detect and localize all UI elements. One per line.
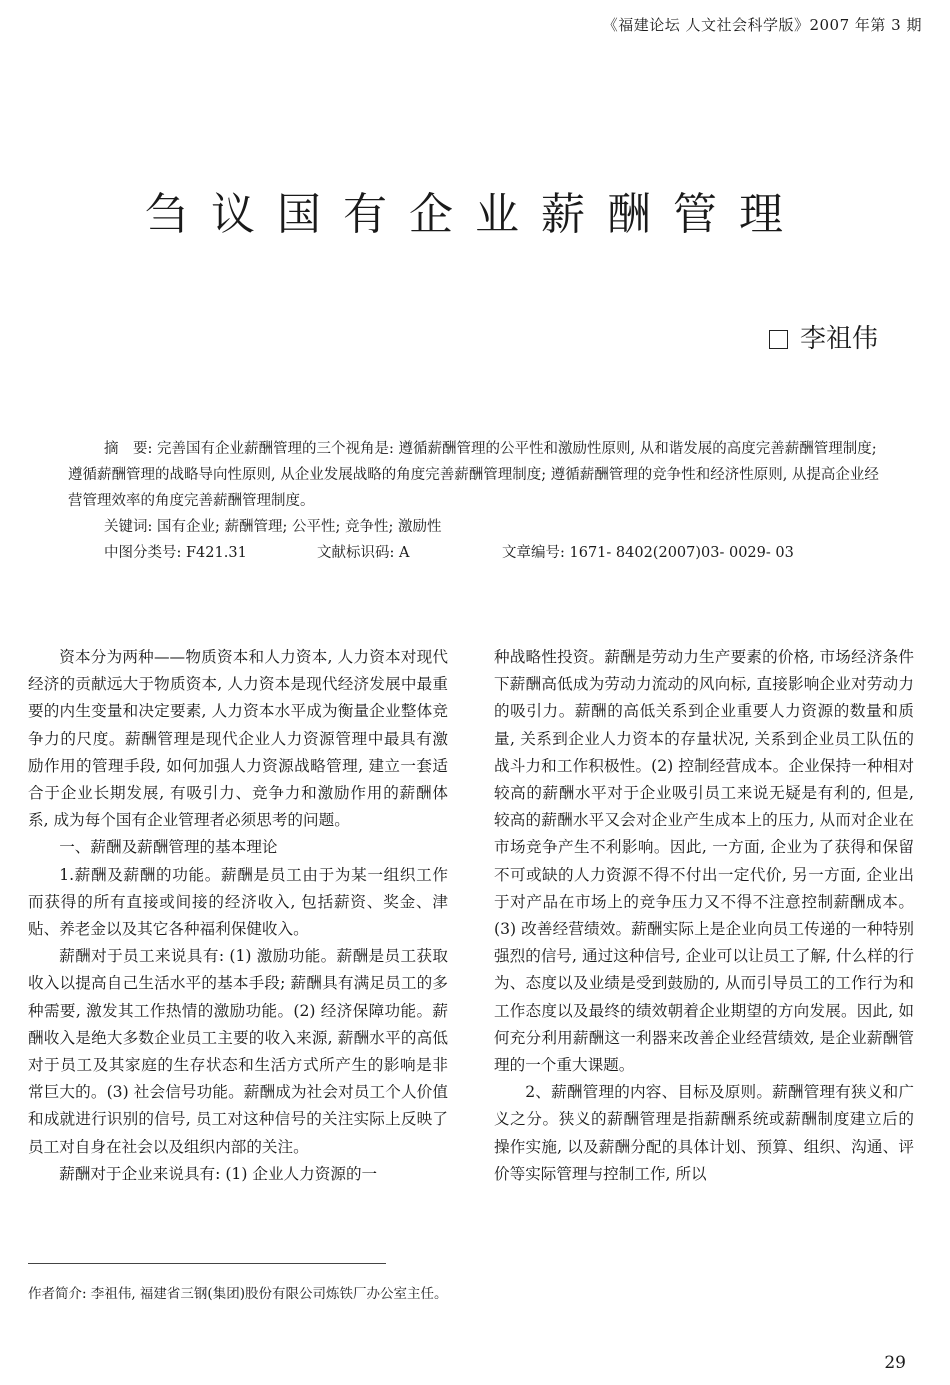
journal-header: 《福建论坛 人文社会科学版》2007 年第 3 期 xyxy=(602,16,922,34)
paragraph: 1.薪酬及薪酬的功能。薪酬是员工由于为某一组织工作而获得的所有直接或间接的经济收入, 包括薪资、奖金、津贴、养老金以及其它各种福利保健收入。 xyxy=(28,865,448,939)
author-line xyxy=(769,318,878,355)
paragraph: 2、薪酬管理的内容、目标及原则。薪酬管理有狭义和广义之分。狭义的薪酬管理是指薪酬系统或薪酬制度建立后的操作实施, 以及薪酬分配的具体计划、预算、组织、沟通、评价等实际管理与控制工作, 所以 xyxy=(494,1083,914,1183)
document-code: 文献标识码: A xyxy=(317,545,410,561)
article-title: 刍议国有企业薪酬管理 xyxy=(145,189,805,240)
paragraph: 种战略性投资。薪酬是劳动力生产要素的价格, 市场经济条件下薪酬高低成为劳动力流动的风向标, 直接影响企业对劳动力的吸引力。薪酬的高低关系到企业重要人力资源的数量和质量, 关系到企业人力资本的存量状况, 关系到企业员工队伍的战斗力和工作积极性。(2) 控制经营成本。企业保持一种相对较高的薪酬水平对于企业吸引员工来说无疑是有利的, 但是, 较高的薪酬水平又会对企业产生成本上的压力, 从而对企业在市场竞争产生不利影响。因此, 一方面, 企业为了获得和保留不可或缺的人力资源不得不付出一定代价, 另一方面, 企业出于对产品在市场上的竞争压力又不得不注意控制薪酬成本。(3) 改善经营绩效。薪酬实际上是企业向员工传递的一种特别强烈的信号, 通过这种信号, 企业可以让员工了解, 什么样的行为、态度以及业绩是受到鼓励的, 从而引导员工的工作行为和工作态度以及最终的绩效朝着企业期望的方向发展。因此, 如何充分利用薪酬这一利器来改善企业经营绩效, 是企业薪酬管理的一个重大课题。 xyxy=(494,648,914,1075)
paragraph: 资本分为两种——物质资本和人力资本, 人力资本对现代经济的贡献远大于物质资本, 人力资本是现代经济发展中最重要的内生变量和决定要素, 人力资本水平成为衡量企业整体竞争力的尺度。薪酬管理是现代企业人力资源管理中最具有激励作用的管理手段, 如何加强人力资源战略管理, 建立一套适合于企业长期发展, 有吸引力、竞争力和激励作用的薪酬体系, 成为每个国有企业管理者必须思考的问题。 xyxy=(28,648,448,830)
clc-number: 中图分类号: F421.31 xyxy=(104,545,247,561)
body-column-right xyxy=(494,644,914,1188)
paragraph: 薪酬对于员工来说具有: (1) 激励功能。薪酬是员工获取收入以提高自己生活水平的基本手段; 薪酬具有满足员工的多种需要, 激发其工作热情的激励功能。(2) 经济保障功能。薪酬收入是绝大多数企业员工主要的收入来源, 薪酬水平的高低对于员工及其家庭的生存状态和生活方式所产生的影响是非常巨大的。(3) 社会信号功能。薪酬成为社会对员工个人价值和成就进行识别的信号, 员工对这种信号的关注实际上反映了员工对自身在社会以及组织内部的关注。 xyxy=(28,947,448,1156)
abstract-block xyxy=(68,436,886,566)
footnote-divider xyxy=(28,1263,386,1264)
body-column-left xyxy=(28,644,448,1188)
checkbox-square-icon xyxy=(769,330,788,349)
author-name: 李祖伟 xyxy=(799,324,878,354)
article-number: 文章编号: 1671- 8402(2007)03- 0029- 03 xyxy=(502,545,794,561)
classification-row xyxy=(68,540,886,566)
page-number: 29 xyxy=(884,1353,906,1373)
paragraph: 薪酬对于企业来说具有: (1) 企业人力资源的一 xyxy=(59,1164,378,1183)
abstract-text: 摘 要: 完善国有企业薪酬管理的三个视角是: 遵循薪酬管理的公平性和激励性原则, 从和谐发展的高度完善薪酬管理制度; 遵循薪酬管理的战略导向性原则, 从企业发展战略的角度完善薪酬管理制度; 遵循薪酬管理的竞争性和经济性原则, 从提高企业经营管理效率的角度完善薪酬管理制度。 xyxy=(68,441,879,509)
section-heading: 一、薪酬及薪酬管理的基本理论 xyxy=(59,838,278,857)
keywords: 关键词: 国有企业; 薪酬管理; 公平性; 竞争性; 激励性 xyxy=(104,519,442,535)
author-footnote: 作者简介: 李祖伟, 福建省三钢(集团)股份有限公司炼铁厂办公室主任。 xyxy=(28,1286,448,1302)
